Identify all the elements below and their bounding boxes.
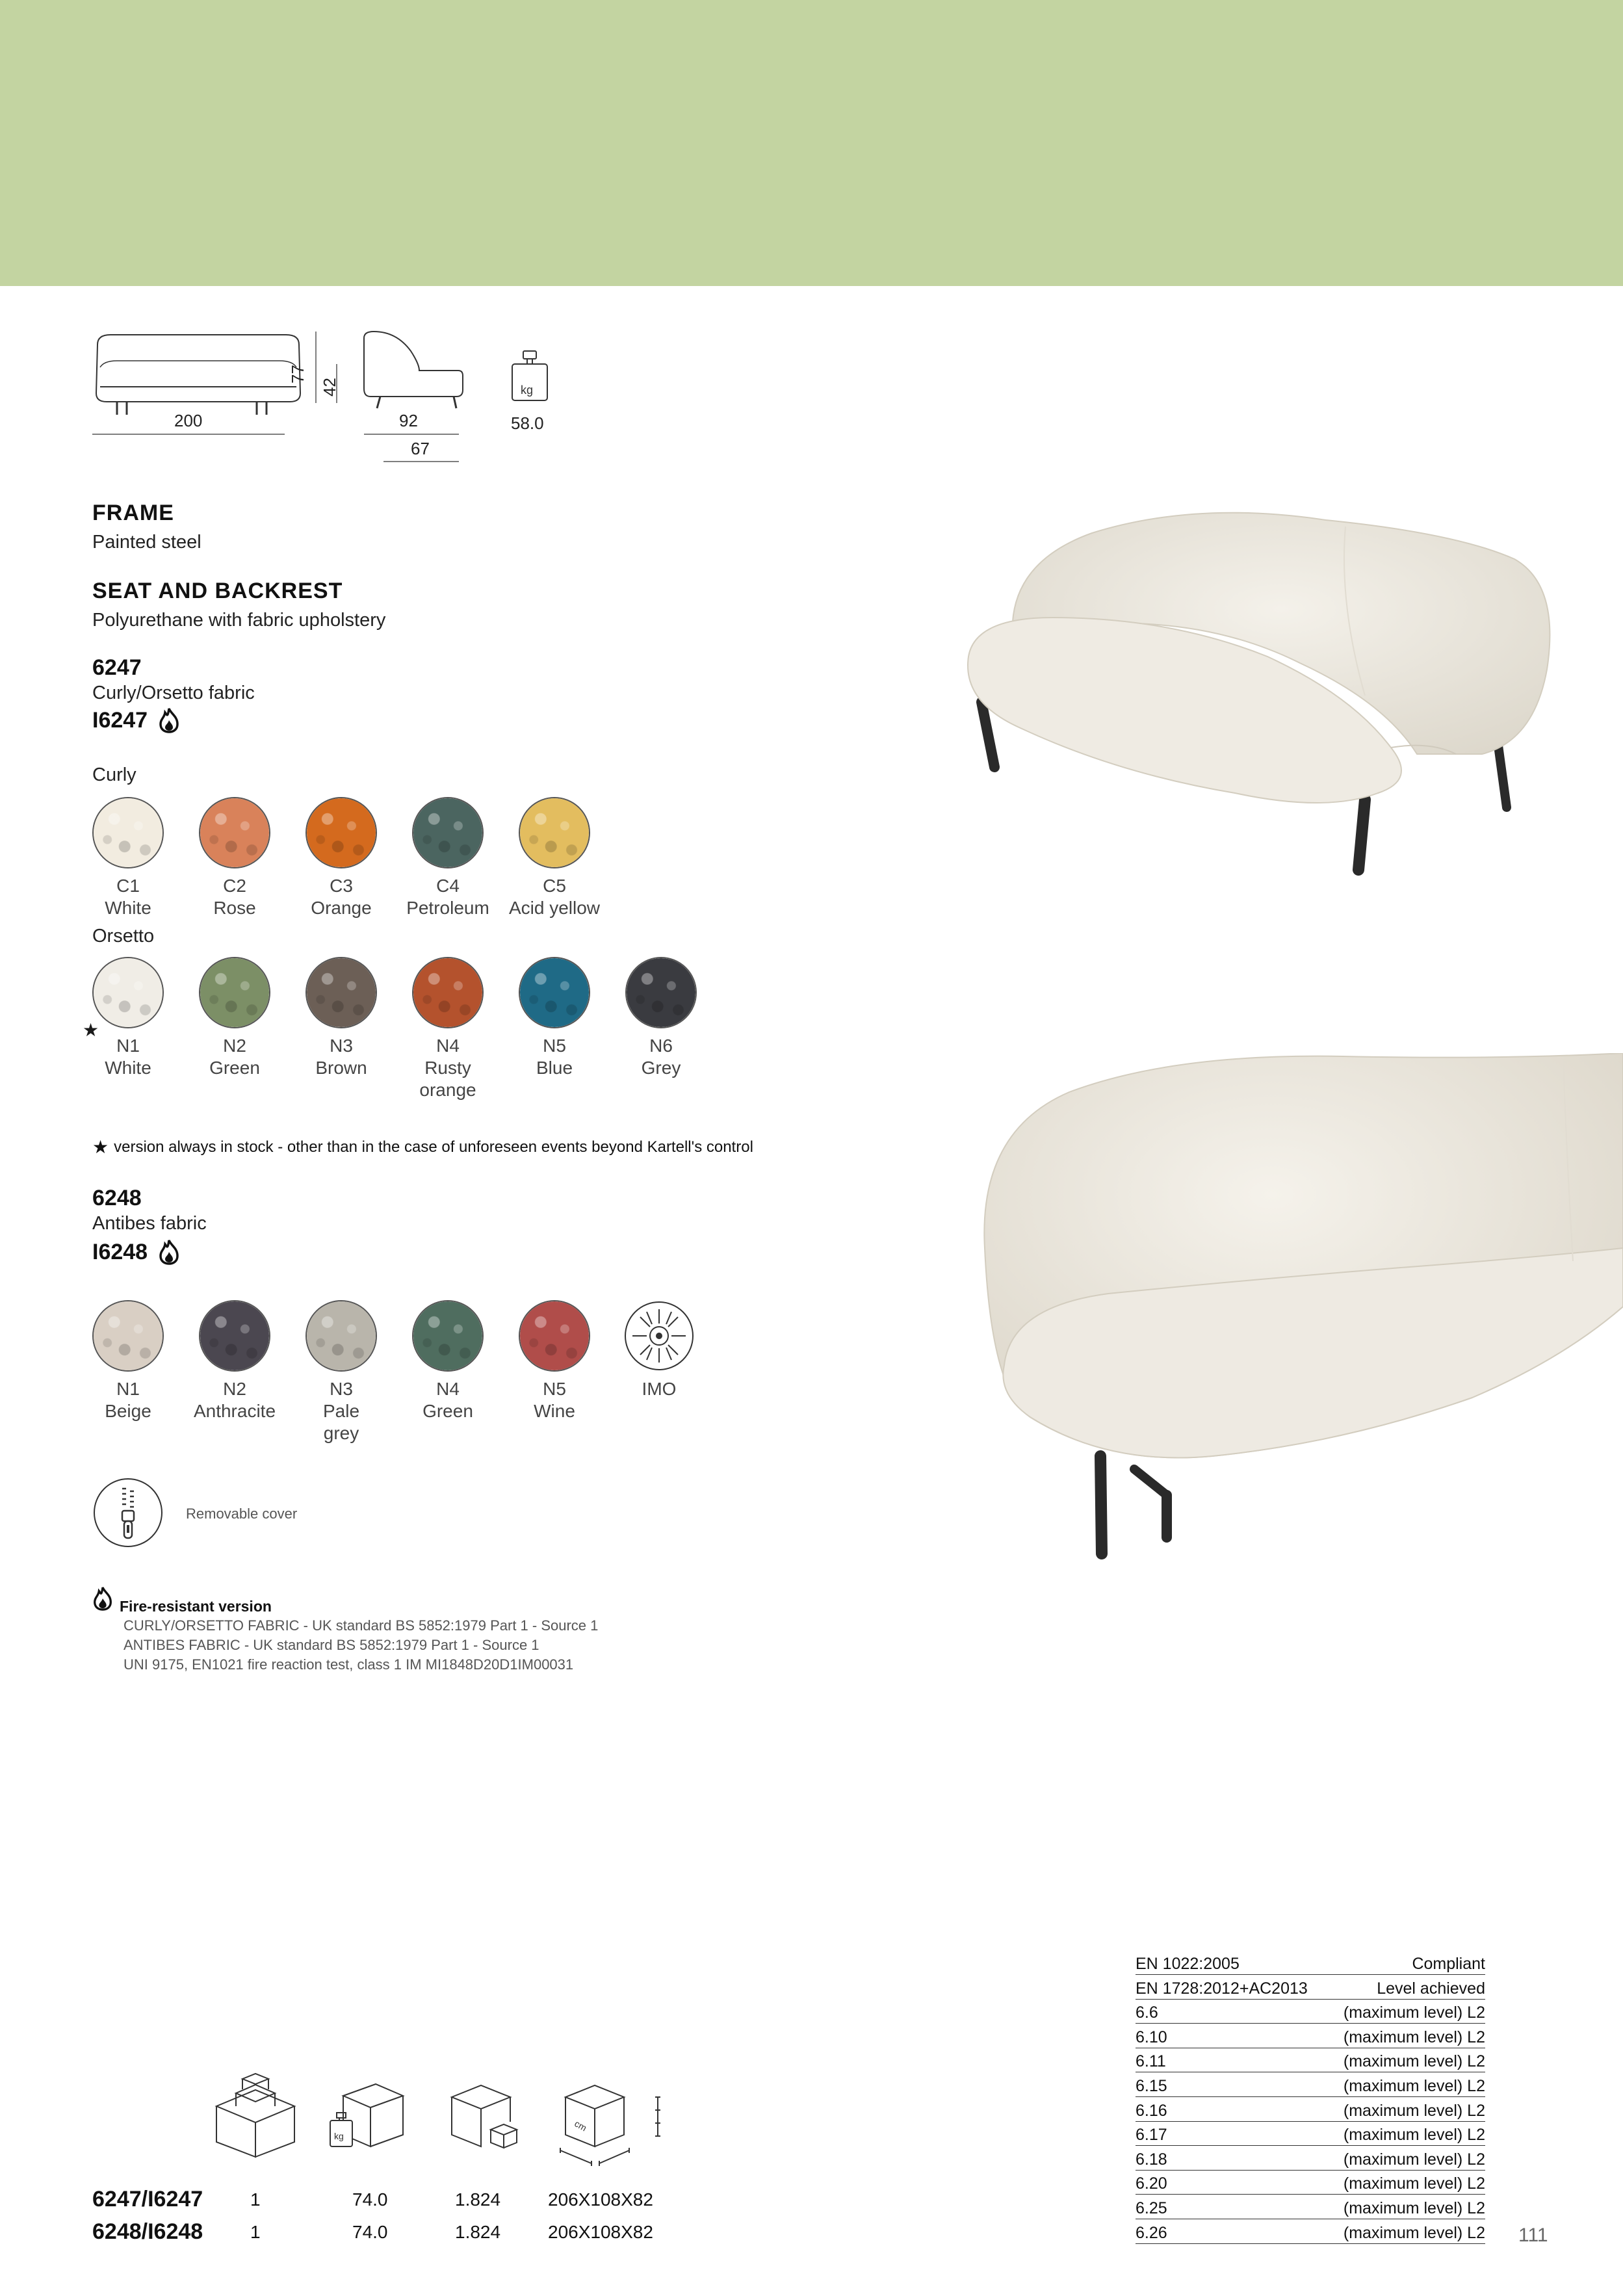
swatch-code: N2: [223, 1036, 246, 1056]
swatch-name: Anthracite: [193, 1401, 276, 1421]
swatch-texture: [200, 1301, 269, 1370]
certification-row: [1136, 2048, 1485, 2072]
box-weight-unit: kg: [334, 2131, 344, 2141]
swatch-code: N4: [436, 1036, 460, 1056]
height-total-value: 77: [287, 365, 307, 384]
swatch-texture: [520, 798, 589, 867]
swatch-code: N5: [543, 1036, 566, 1056]
swatch-name: Green: [209, 1058, 260, 1078]
fire-code-text: I6248: [92, 1239, 148, 1264]
fabric-swatch[interactable]: [305, 1300, 377, 1372]
zipper-icon: [92, 1477, 164, 1548]
certification-row: [1136, 1975, 1485, 2000]
swatch-label: [286, 875, 396, 919]
certification-value: (maximum level) L2: [1343, 2028, 1485, 2046]
product-6248-fire-code: [92, 1239, 181, 1265]
swatch-code: N5: [543, 1379, 566, 1399]
product-6247-code: 6247: [92, 655, 142, 680]
swatch-texture: [307, 1301, 376, 1370]
certification-row: [1136, 2024, 1485, 2048]
certification-row: [1136, 1950, 1485, 1975]
pack-row-1-size: 206X108X82: [548, 2189, 653, 2210]
swatch-label: [179, 875, 290, 919]
swatch-texture: [94, 798, 162, 867]
seat-title: SEAT AND BACKREST: [92, 579, 343, 603]
swatch-name-line-2: grey: [323, 1423, 359, 1443]
fabric-swatch[interactable]: [92, 957, 164, 1028]
swatch-code: N4: [436, 1379, 460, 1399]
swatch-texture: [413, 958, 482, 1027]
header-band: [0, 0, 1623, 286]
orsetto-title: Orsetto: [92, 926, 155, 946]
swatch-label: [179, 1378, 290, 1422]
pack-row-1-weight: 74.0: [352, 2189, 388, 2210]
certification-label: 6.6: [1136, 2003, 1158, 2022]
certification-row: [1136, 1999, 1485, 2024]
swatch-code: C3: [330, 876, 353, 896]
imo-icon: [623, 1300, 695, 1372]
swatch-name: Green: [422, 1401, 473, 1421]
swatch-label: [393, 875, 503, 919]
certification-label: 6.15: [1136, 2077, 1167, 2095]
certification-row: [1136, 2219, 1485, 2244]
certification-label: 6.11: [1136, 2052, 1166, 2071]
swatch-label: [286, 1035, 396, 1079]
pack-row-1-code: 6247/I6247: [92, 2187, 203, 2211]
fabric-swatch[interactable]: [305, 957, 377, 1028]
swatch-name: Pale: [322, 1401, 360, 1421]
seat-text: Polyurethane with fabric upholstery: [92, 610, 386, 631]
star-icon: ★: [92, 1137, 109, 1157]
box-size-icon: [546, 2078, 669, 2175]
swatch-texture: [413, 1301, 482, 1370]
fabric-swatch[interactable]: [519, 957, 590, 1028]
swatch-name: White: [105, 1058, 151, 1078]
swatch-label: [73, 875, 183, 919]
certification-value: (maximum level) L2: [1343, 2174, 1485, 2193]
depth-value: 92: [399, 411, 418, 430]
fire-note-line-2: ANTIBES FABRIC - UK standard BS 5852:1979 Part 1 - Source 1: [123, 1637, 539, 1653]
fabric-swatch[interactable]: [412, 797, 484, 868]
fabric-swatch[interactable]: [519, 797, 590, 868]
product-6248-code: 6248: [92, 1186, 142, 1210]
certification-value: (maximum level) L2: [1343, 2199, 1485, 2217]
certification-row: [1136, 2072, 1485, 2097]
swatch-texture: [94, 1301, 162, 1370]
stock-note-text: version always in stock - other than in the case of unforeseen events beyond Kartell's control: [114, 1138, 753, 1156]
height-lines: [305, 325, 344, 410]
certification-label: 6.25: [1136, 2199, 1167, 2217]
swatch-code: N3: [330, 1036, 353, 1056]
swatch-code: N1: [116, 1036, 140, 1056]
width-value: 200: [174, 411, 203, 430]
certification-label: 6.16: [1136, 2101, 1167, 2120]
swatch-name: White: [105, 898, 151, 918]
flame-icon: [157, 1239, 181, 1265]
fabric-swatch[interactable]: [519, 1300, 590, 1372]
fabric-swatch[interactable]: [92, 1300, 164, 1372]
swatch-label: [499, 875, 610, 919]
fabric-swatch[interactable]: [625, 957, 697, 1028]
fabric-swatch[interactable]: [412, 1300, 484, 1372]
certification-value: Compliant: [1412, 1955, 1485, 1973]
weight-icon: [507, 350, 552, 408]
fire-note-line-3: UNI 9175, EN1021 fire reaction test, class 1 IM MI1848D20D1IM00031: [123, 1656, 574, 1673]
certification-value: (maximum level) L2: [1343, 2150, 1485, 2169]
swatch-label: [499, 1378, 610, 1422]
pack-row-2-weight: 74.0: [352, 2222, 388, 2242]
weight-unit-label: kg: [521, 384, 534, 397]
certification-value: (maximum level) L2: [1343, 2223, 1485, 2242]
swatch-name: Blue: [536, 1058, 573, 1078]
swatch-name: Wine: [534, 1401, 575, 1421]
page-number: 111: [1518, 2224, 1548, 2246]
fire-note-line-1: CURLY/ORSETTO FABRIC - UK standard BS 5852:1979 Part 1 - Source 1: [123, 1617, 599, 1634]
swatch-texture: [520, 1301, 589, 1370]
fabric-swatch[interactable]: [199, 797, 270, 868]
pack-row-2-volume: 1.824: [455, 2222, 501, 2242]
swatch-code: N6: [649, 1036, 673, 1056]
fabric-swatch[interactable]: [412, 957, 484, 1028]
swatch-texture: [413, 798, 482, 867]
box-volume-icon: [442, 2078, 526, 2162]
seat-depth-value: 67: [411, 439, 430, 458]
swatch-name: Acid yellow: [508, 898, 601, 918]
swatch-label: [393, 1035, 503, 1101]
product-6248-fabric: Antibes fabric: [92, 1213, 207, 1234]
certification-label: 6.10: [1136, 2028, 1167, 2046]
swatch-texture: [307, 798, 376, 867]
certification-value: (maximum level) L2: [1343, 2003, 1485, 2022]
fabric-swatch[interactable]: [199, 1300, 270, 1372]
swatch-label: [606, 1035, 716, 1079]
sofa-photo-bottom: [978, 1053, 1623, 1560]
frame-text: Painted steel: [92, 532, 201, 553]
product-6247-fire-code: [92, 707, 181, 733]
fabric-swatch[interactable]: [305, 797, 377, 868]
certification-value: Level achieved: [1377, 1979, 1485, 1998]
swatch-texture: [94, 958, 162, 1027]
curly-title: Curly: [92, 764, 136, 785]
swatch-name: Orange: [311, 898, 372, 918]
pack-row-2-code: 6248/I6248: [92, 2219, 203, 2244]
certification-row: [1136, 2097, 1485, 2122]
sofa-photo-top: [962, 507, 1560, 884]
certification-label: 6.26: [1136, 2223, 1167, 2242]
fire-note-title: Fire-resistant version: [120, 1598, 272, 1615]
swatch-label: [179, 1035, 290, 1079]
pack-row-2-size: 206X108X82: [548, 2222, 653, 2242]
certification-label: 6.18: [1136, 2150, 1167, 2169]
flame-icon: [157, 707, 181, 733]
box-size-unit: cm: [573, 2118, 589, 2133]
swatch-texture: [627, 958, 695, 1027]
certification-row: [1136, 2146, 1485, 2171]
certification-value: (maximum level) L2: [1343, 2052, 1485, 2071]
swatch-name: Grey: [641, 1058, 681, 1078]
certification-label: 6.17: [1136, 2126, 1167, 2145]
swatch-code: C4: [436, 876, 460, 896]
flame-icon: [91, 1586, 114, 1611]
swatch-code: N3: [330, 1379, 353, 1399]
certification-label: EN 1022:2005: [1136, 1955, 1240, 1973]
frame-title: FRAME: [92, 501, 174, 525]
swatch-label: [393, 1378, 503, 1422]
stock-note: [92, 1136, 753, 1158]
weight-value: 58.0: [511, 413, 544, 433]
pack-row-1-qty: 1: [250, 2189, 261, 2210]
pack-row-2-qty: 1: [250, 2222, 261, 2242]
swatch-texture: [307, 958, 376, 1027]
fabric-swatch[interactable]: [199, 957, 270, 1028]
swatch-name: Beige: [105, 1401, 151, 1421]
swatch-name: Rose: [213, 898, 256, 918]
swatch-name: Brown: [315, 1058, 367, 1078]
swatch-label: [73, 1035, 183, 1079]
swatch-texture: [200, 958, 269, 1027]
product-6247-fabric: Curly/Orsetto fabric: [92, 683, 255, 703]
swatch-code: C5: [543, 876, 566, 896]
sofa-front-diagram: [91, 325, 325, 449]
swatch-name: Rusty: [424, 1058, 471, 1078]
swatch-name: Petroleum: [406, 898, 489, 918]
removable-cover-label: Removable cover: [186, 1506, 298, 1522]
box-weight-icon: [324, 2078, 408, 2162]
swatch-code: C2: [223, 876, 246, 896]
fire-code-text: I6247: [92, 707, 148, 733]
fabric-swatch[interactable]: [92, 797, 164, 868]
imo-label: IMO: [642, 1379, 677, 1399]
stack-boxes-icon: [207, 2067, 304, 2158]
certification-value: (maximum level) L2: [1343, 2077, 1485, 2095]
swatch-code: N2: [223, 1379, 246, 1399]
swatch-code: N1: [116, 1379, 140, 1399]
seat-height-value: 42: [319, 378, 339, 397]
certification-label: 6.20: [1136, 2174, 1167, 2193]
certification-label: EN 1728:2012+AC2013: [1136, 1979, 1308, 1998]
swatch-code: C1: [116, 876, 140, 896]
certification-value: (maximum level) L2: [1343, 2126, 1485, 2145]
swatch-label: [499, 1035, 610, 1079]
swatch-label: [286, 1378, 396, 1444]
certification-row: [1136, 2195, 1485, 2219]
swatch-label: [73, 1378, 183, 1422]
certification-value: (maximum level) L2: [1343, 2101, 1485, 2120]
swatch-texture: [200, 798, 269, 867]
swatch-texture: [520, 958, 589, 1027]
certification-row: [1136, 2121, 1485, 2146]
certification-row: [1136, 2170, 1485, 2195]
swatch-name-line-2: orange: [419, 1080, 476, 1100]
star-icon: ★: [83, 1020, 99, 1040]
pack-row-1-volume: 1.824: [455, 2189, 501, 2210]
